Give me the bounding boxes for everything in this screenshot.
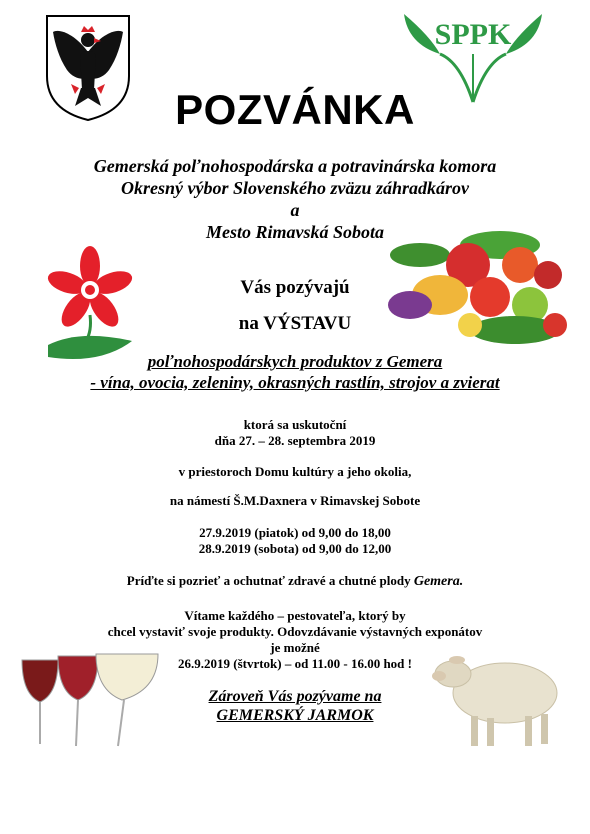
schedule	[0, 525, 590, 557]
welcome-line: chcel vystaviť svoje produkty. Odovzdávanie výstavných exponátov	[107, 624, 483, 639]
subject-line: - vína, ovocia, zeleniny, okrasných rastlín, strojov a zvierat	[90, 373, 500, 392]
taste-emphasis: Gemera.	[413, 574, 464, 589]
invite-line-2: na VÝSTAVU	[238, 313, 352, 334]
jarmok-line: GEMERSKÝ JARMOK	[216, 707, 374, 724]
schedule-line: 28.9.2019 (sobota) od 9,00 do 12,00	[198, 541, 392, 556]
flower-logo	[40, 245, 140, 367]
exhibition-subject	[0, 351, 590, 393]
date-line: dňa 27. – 28. septembra 2019	[214, 433, 376, 448]
welcome-line: 26.9.2019 (štvrtok) – od 11.00 - 16.00 hod !	[177, 656, 412, 671]
jarmok-line: Zároveň Vás pozývame na	[208, 688, 382, 705]
address-line: na námestí Š.M.Daxnera v Rimavskej Sobote	[169, 493, 421, 508]
organizer-line: Gemerská poľnohospodárska a potravinárska komora	[93, 156, 497, 176]
organizer-line: a	[290, 200, 300, 220]
welcome-line: je možné	[270, 640, 320, 655]
venue-line: v priestoroch Domu kultúry a jeho okolia,	[178, 464, 412, 479]
welcome-line: Vítame každého – pestovateľa, ktorý by	[184, 608, 406, 623]
sppk-logo-text: SPPK	[434, 18, 512, 51]
schedule-line: 27.9.2019 (piatok) od 9,00 do 18,00	[199, 525, 391, 540]
organizer-line: Mesto Rimavská Sobota	[205, 222, 384, 242]
taste-line	[0, 573, 590, 590]
jarmok-invitation	[0, 687, 590, 725]
taste-text: Príďte si pozrieť a ochutnať zdravé a chutné plody	[126, 573, 414, 588]
subject-line: poľnohospodárskych produktov z Gemera	[147, 352, 443, 371]
event-date	[0, 417, 590, 449]
organizer-line: Okresný výbor Slovenského zväzu záhradkárov	[120, 178, 469, 198]
page-title: POZVÁNKA	[175, 86, 415, 133]
date-line: ktorá sa uskutoční	[243, 417, 347, 432]
invite-line-1: Vás pozývajú	[240, 277, 350, 298]
